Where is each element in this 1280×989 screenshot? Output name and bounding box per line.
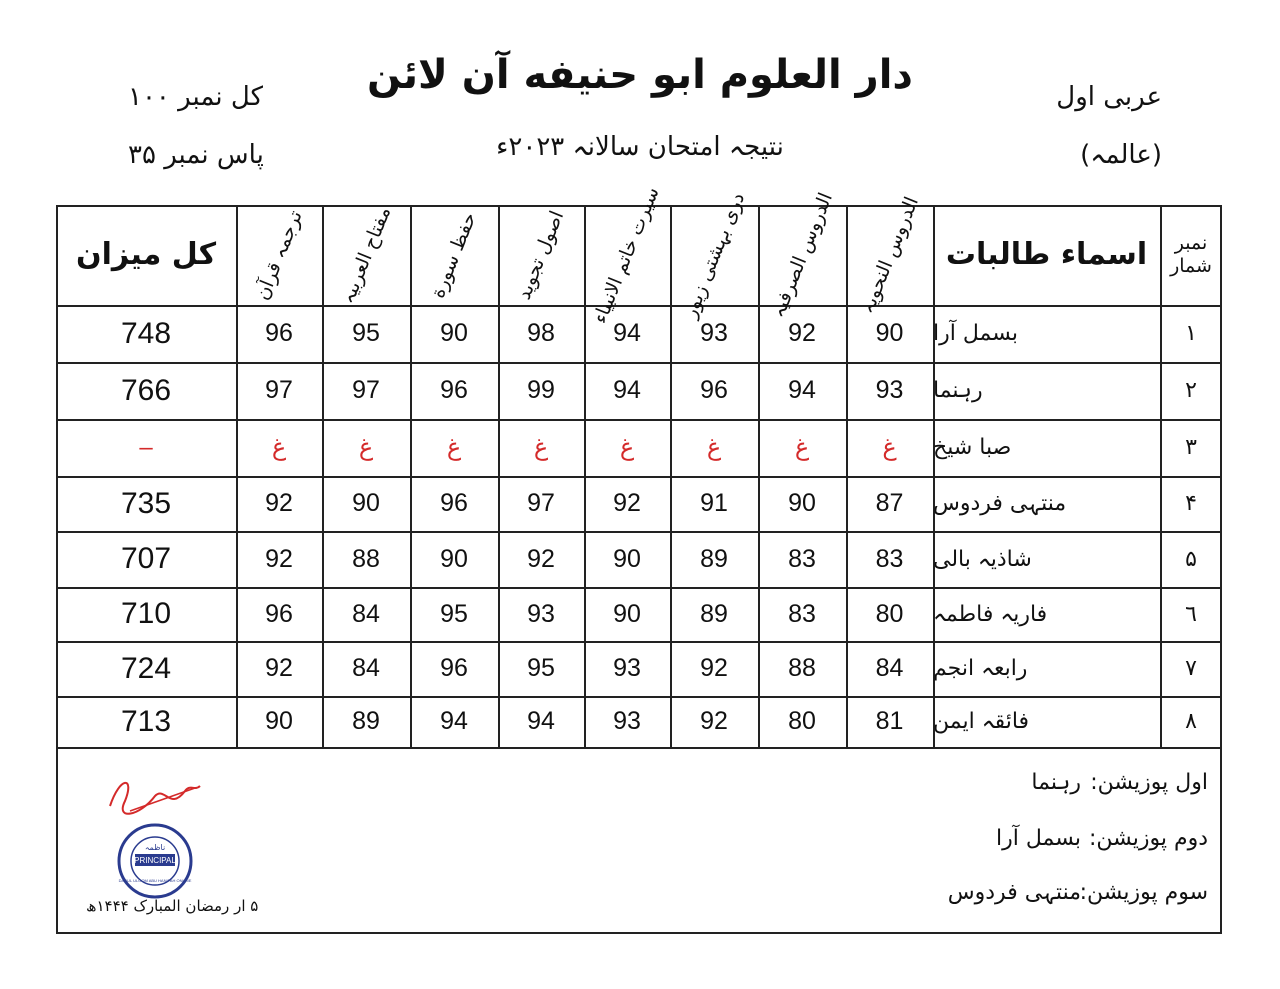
row-mark: 94 xyxy=(788,376,816,404)
row-mark: 96 xyxy=(440,654,468,682)
row-mark: 93 xyxy=(613,654,641,682)
column-header-subject xyxy=(236,205,322,305)
row-mark: 93 xyxy=(700,319,728,347)
row-mark: 84 xyxy=(352,599,380,628)
total-marks: کل نمبر ۱۰۰ xyxy=(128,82,263,112)
row-mark: 99 xyxy=(527,376,555,404)
row-mark: 90 xyxy=(613,544,641,573)
row-mark: 95 xyxy=(527,654,555,682)
row-mark: 97 xyxy=(527,489,555,517)
column-header-subject xyxy=(584,183,670,327)
row-mark: 97 xyxy=(265,376,293,404)
row-serial: ١ xyxy=(1185,321,1197,346)
row-serial: ٦ xyxy=(1185,601,1197,627)
subject-label: الدروس النحویہ xyxy=(855,193,923,317)
row-mark: 90 xyxy=(440,544,468,573)
row-mark: 96 xyxy=(265,319,293,347)
row-total: 707 xyxy=(120,542,172,575)
subject-label: ترجمہ قرآن xyxy=(250,206,307,303)
student-name: صبا شیخ xyxy=(933,435,1012,460)
row-mark: غ xyxy=(619,434,635,461)
third-position xyxy=(948,880,1208,905)
row-mark: 87 xyxy=(875,489,904,517)
student-name: فائقہ ایمن xyxy=(933,709,1030,734)
subject-label: دری بہشتی زیور xyxy=(678,189,749,321)
row-serial: ٣ xyxy=(1185,435,1197,460)
row-mark: 90 xyxy=(875,319,904,347)
row-mark: 97 xyxy=(352,376,380,404)
student-name: شاذیہ بالی xyxy=(933,546,1032,572)
student-name: منتہی فردوس xyxy=(933,491,1067,516)
column-header-subject xyxy=(670,189,758,321)
row-total: 735 xyxy=(120,486,172,520)
row-mark: 90 xyxy=(788,489,816,517)
row-total: 766 xyxy=(120,373,172,407)
row-serial: ٨ xyxy=(1185,709,1197,734)
table-row-divider xyxy=(56,747,1222,749)
subject-label: اصول تجوید xyxy=(512,207,569,303)
column-header-subject xyxy=(498,205,584,305)
principal-stamp-and-signature xyxy=(100,766,210,916)
row-mark: 94 xyxy=(613,319,641,347)
pass-marks: پاس نمبر ۳۵ xyxy=(128,140,264,170)
row-mark: 92 xyxy=(265,654,293,682)
row-mark: 89 xyxy=(700,544,728,573)
row-mark: 96 xyxy=(440,376,468,404)
row-mark: 83 xyxy=(875,544,904,573)
row-mark: 90 xyxy=(352,489,380,517)
second-position xyxy=(996,826,1208,851)
subject-label: حفظ سورة xyxy=(426,208,481,301)
row-mark: 92 xyxy=(527,544,555,573)
row-mark: غ xyxy=(358,434,374,461)
row-serial: ۵ xyxy=(1185,546,1197,572)
row-mark: 92 xyxy=(265,489,293,517)
first-position xyxy=(1031,770,1208,795)
row-mark: 93 xyxy=(527,599,555,628)
row-mark: 96 xyxy=(700,376,728,404)
date-line: ۵ ار رمضان المبارک ۱۴۴۴ھ xyxy=(86,897,259,915)
row-mark: غ xyxy=(706,434,722,461)
row-mark: 94 xyxy=(527,707,555,735)
row-mark: 93 xyxy=(613,707,641,735)
class-type: (عالمہ) xyxy=(1080,140,1162,170)
stamp-principal-text: PRINCIPAL xyxy=(134,856,176,865)
row-mark: غ xyxy=(533,434,549,461)
row-mark: 92 xyxy=(700,707,728,735)
student-name: رابعہ انجم xyxy=(933,656,1028,681)
row-mark: 88 xyxy=(352,544,380,573)
column-header-serial: نمبر شمار xyxy=(1170,232,1212,277)
row-mark: 92 xyxy=(613,489,641,517)
third-position-name: منتہی فردوس xyxy=(947,880,1081,905)
column-header-subject xyxy=(322,205,410,305)
first-position-label: اول پوزیشن: xyxy=(1090,770,1208,795)
row-mark: 88 xyxy=(788,654,816,682)
student-name: فاریہ فاطمہ xyxy=(933,601,1048,627)
column-header-subject xyxy=(410,205,498,305)
row-mark: 93 xyxy=(875,376,904,404)
row-total: 713 xyxy=(120,704,172,738)
row-mark: 92 xyxy=(788,319,816,347)
column-header-subject xyxy=(758,189,846,321)
row-mark: 83 xyxy=(788,544,816,573)
row-serial: ٢ xyxy=(1185,378,1197,403)
signature-icon xyxy=(110,783,200,814)
row-mark: غ xyxy=(882,434,897,461)
row-total: 710 xyxy=(120,597,172,630)
exam-result-subtitle: نتیجہ امتحان سالانہ ۲۰۲۳ء xyxy=(496,132,784,162)
subject-label: سیرت خاتم الانبیاء xyxy=(589,183,665,327)
row-mark: 95 xyxy=(440,599,468,628)
row-mark: 84 xyxy=(352,654,380,682)
class-name: عربی اول xyxy=(1056,82,1162,112)
stamp-inner-text: ناظمہ xyxy=(144,843,166,852)
row-mark: 89 xyxy=(700,599,728,628)
row-mark: غ xyxy=(271,434,287,461)
second-position-label: دوم پوزیشن: xyxy=(1088,826,1208,851)
row-total: 724 xyxy=(120,651,172,685)
row-mark: 83 xyxy=(788,599,816,628)
row-mark: غ xyxy=(446,434,462,461)
stamp-ring-text: DARUL ULOOM ABU HANIFAH ONLINE xyxy=(118,878,192,883)
row-mark: 90 xyxy=(613,599,641,628)
row-mark: 92 xyxy=(265,544,293,573)
subject-label: مفتاح العربیہ xyxy=(336,203,396,307)
row-mark: 92 xyxy=(700,654,728,682)
row-mark: 80 xyxy=(875,599,904,628)
row-mark: 95 xyxy=(352,319,380,347)
column-header-subject xyxy=(846,193,933,317)
row-mark: 94 xyxy=(440,707,468,735)
row-mark: 96 xyxy=(440,489,468,517)
second-position-name: بسمل آرا xyxy=(996,826,1081,851)
student-name: بسمل آرا xyxy=(933,321,1018,346)
row-serial: ۴ xyxy=(1185,491,1197,516)
row-serial: ٧ xyxy=(1185,656,1197,681)
row-mark: 96 xyxy=(265,599,293,628)
first-position-name: رہنما xyxy=(1031,770,1081,795)
column-header-names: اسماء طالبات xyxy=(945,237,1148,272)
row-mark: 80 xyxy=(788,707,816,735)
row-total: – xyxy=(139,433,153,461)
row-mark: 81 xyxy=(875,707,904,735)
row-mark: 84 xyxy=(875,654,904,682)
row-mark: 91 xyxy=(700,489,728,517)
column-header-total: کل میزان xyxy=(75,237,217,272)
row-mark: 98 xyxy=(527,319,555,347)
row-mark: 90 xyxy=(265,707,293,735)
row-mark: 90 xyxy=(440,319,468,347)
row-mark: 94 xyxy=(613,376,641,404)
institute-title: دار العلوم ابو حنیفه آن لائن xyxy=(367,52,913,98)
student-name: رہنما xyxy=(933,378,983,403)
row-mark: 89 xyxy=(352,707,380,735)
third-position-label: سوم پوزیشن: xyxy=(1079,880,1208,905)
row-total: 748 xyxy=(120,316,172,350)
row-mark: غ xyxy=(794,434,810,461)
subject-label: الدروس الصرفیہ xyxy=(766,189,837,321)
